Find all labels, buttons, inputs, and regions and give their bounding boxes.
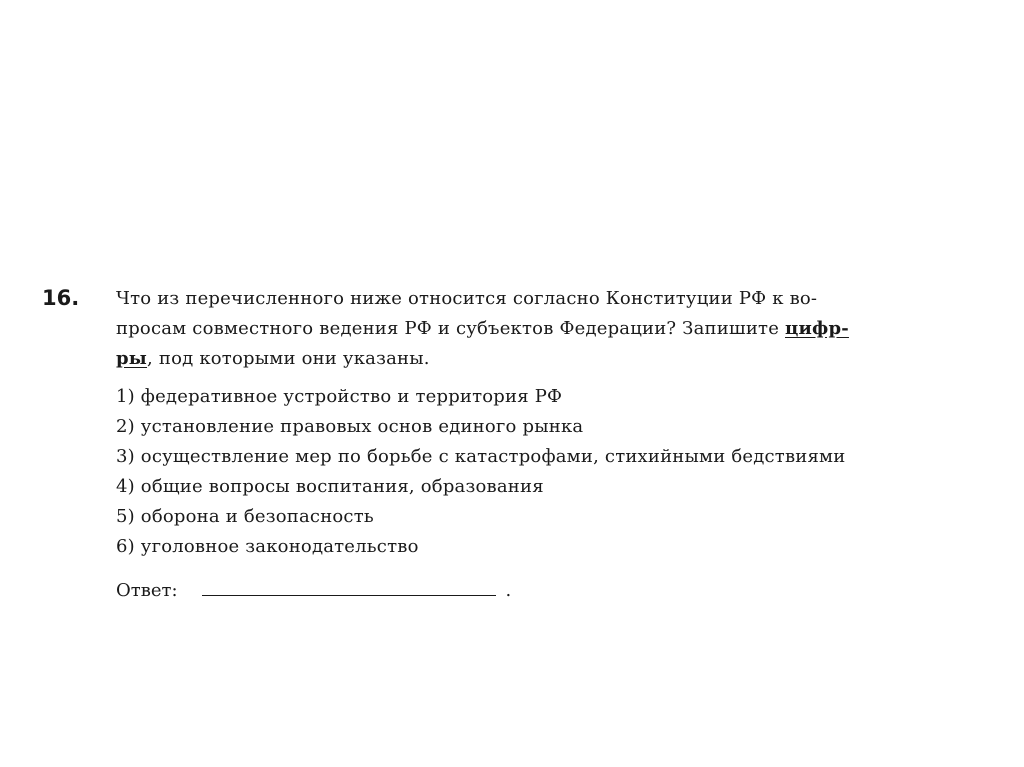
option-5: 5) оборона и безопасность [116, 506, 374, 527]
answer-row [116, 573, 511, 605]
option-3: 3) осуществление мер по борьбе с катастрофами, стихийными бедствиями [116, 446, 846, 467]
answer-period: . [505, 580, 512, 601]
options-list [116, 382, 845, 562]
answer-field[interactable] [202, 573, 496, 596]
question-line-3 [116, 344, 976, 374]
option-2: 2) установление правовых основ единого рынка [116, 416, 584, 437]
answer-label: Ответ: [116, 580, 178, 601]
question-text [116, 284, 976, 374]
question-line-1: Что из перечисленного ниже относится согласно Конституции РФ к во- [116, 288, 818, 309]
option-1: 1) федеративное устройство и территория РФ [116, 386, 563, 407]
question-line-2 [116, 314, 976, 344]
option-6: 6) уголовное законодательство [116, 536, 419, 557]
option-4: 4) общие вопросы воспитания, образования [116, 476, 544, 497]
question-emphasis-part-2: ры [116, 348, 148, 369]
question-line-3-text: , под которыми они указаны. [147, 348, 430, 369]
question-emphasis-part-1: цифр- [785, 318, 849, 339]
task-number: 16. [42, 286, 80, 310]
question-line-2-text: просам совместного ведения РФ и субъектов Федерации? Запишите [116, 318, 780, 339]
